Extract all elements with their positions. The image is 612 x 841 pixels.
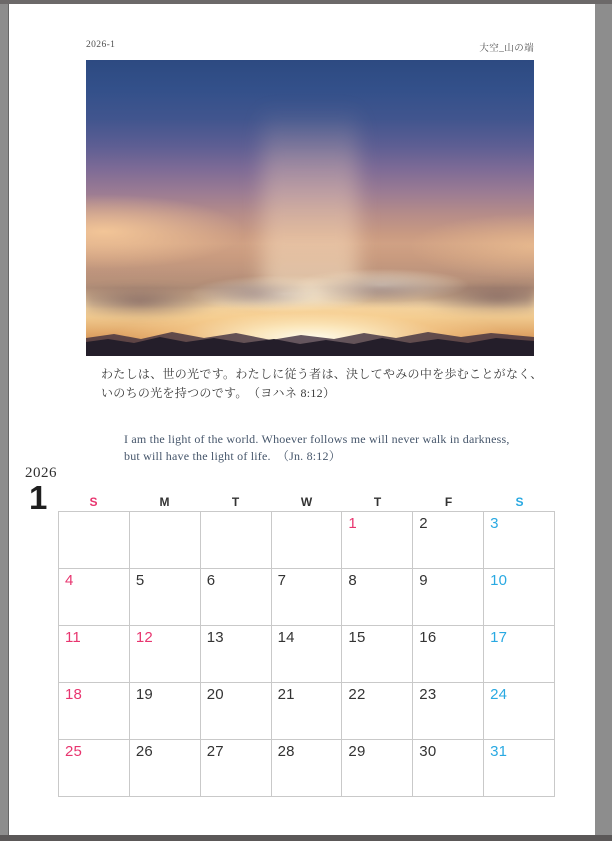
empty-cell-0-1 [130, 512, 201, 569]
photo-title-label: 大空_山の端 [479, 44, 534, 54]
date-number: 9 [419, 572, 428, 589]
date-cell-31 [484, 740, 555, 797]
date-cell-4 [59, 569, 130, 626]
date-number: 3 [490, 515, 499, 532]
date-cell-21 [272, 683, 343, 740]
date-cell-18 [59, 683, 130, 740]
date-cell-30 [413, 740, 484, 797]
date-cell-7 [272, 569, 343, 626]
sunset-sky-photo [86, 60, 534, 356]
date-number: 21 [277, 686, 295, 703]
dark-cloud-band [86, 260, 534, 330]
date-cell-15 [342, 626, 413, 683]
date-cell-13 [201, 626, 272, 683]
year-label: 2026 [25, 465, 57, 481]
date-cell-2 [413, 512, 484, 569]
verse-english [124, 431, 564, 465]
date-number: 2 [419, 515, 428, 532]
date-cell-10 [484, 569, 555, 626]
date-number: 19 [135, 686, 153, 703]
date-number: 10 [490, 572, 508, 589]
verse-english-line2: but will have the light of life. （Jn. 8:12） [124, 449, 341, 463]
date-cell-3 [484, 512, 555, 569]
day-header-4-T: T [373, 495, 382, 509]
date-cell-5 [130, 569, 201, 626]
day-header-5-F: F [444, 495, 453, 509]
date-cell-19 [130, 683, 201, 740]
date-number: 18 [65, 686, 83, 703]
calendar-grid [58, 511, 555, 797]
date-number: 28 [277, 743, 295, 760]
date-number: 16 [419, 629, 437, 646]
day-header-6-S: S [515, 495, 524, 509]
verse-english-line1: I am the light of the world. Whoever follows me will never walk in darkness, [124, 432, 510, 446]
day-header-row [58, 495, 555, 509]
photo-code-label: 2026-1 [86, 40, 116, 50]
date-number: 7 [277, 572, 287, 589]
date-cell-17 [484, 626, 555, 683]
date-number: 27 [206, 743, 224, 760]
date-number: 29 [348, 743, 366, 760]
date-cell-8 [342, 569, 413, 626]
empty-cell-0-2 [201, 512, 272, 569]
date-number: 30 [419, 743, 437, 760]
date-number: 31 [490, 743, 508, 760]
page-bottom-edge [0, 835, 612, 841]
date-cell-25 [59, 740, 130, 797]
date-cell-20 [201, 683, 272, 740]
date-cell-29 [342, 740, 413, 797]
verse-japanese [101, 365, 563, 403]
day-header-0-S: S [89, 495, 98, 509]
date-number: 25 [65, 743, 83, 760]
date-number: 23 [419, 686, 437, 703]
date-cell-28 [272, 740, 343, 797]
date-cell-27 [201, 740, 272, 797]
date-cell-1 [342, 512, 413, 569]
day-header-3-W: W [300, 495, 313, 509]
date-number: 14 [277, 629, 295, 646]
date-number: 22 [348, 686, 366, 703]
date-cell-24 [484, 683, 555, 740]
verse-japanese-line2: いのちの光を持つのです。 （ヨハネ 8:12） [101, 386, 336, 400]
date-cell-6 [201, 569, 272, 626]
date-cell-22 [342, 683, 413, 740]
date-cell-23 [413, 683, 484, 740]
date-number: 6 [206, 572, 216, 589]
date-number: 4 [65, 572, 74, 589]
date-cell-14 [272, 626, 343, 683]
day-header-2-T: T [231, 495, 240, 509]
empty-cell-0-3 [272, 512, 343, 569]
page-top-edge [0, 0, 612, 4]
date-cell-11 [59, 626, 130, 683]
date-number: 13 [206, 629, 224, 646]
date-number: 17 [490, 629, 508, 646]
photo-caption-row [86, 40, 534, 54]
calendar-sheet [8, 4, 595, 835]
date-number: 26 [135, 743, 153, 760]
day-header-1-M: M [159, 495, 170, 509]
date-number: 15 [348, 629, 366, 646]
empty-cell-0-0 [59, 512, 130, 569]
verse-japanese-line1: わたしは、世の光です。わたしに従う者は、決してやみの中を歩むことがなく、 [101, 367, 543, 381]
date-number: 20 [206, 686, 224, 703]
date-cell-12 [130, 626, 201, 683]
date-number: 12 [135, 629, 153, 646]
date-cell-9 [413, 569, 484, 626]
date-number: 8 [348, 572, 357, 589]
date-number: 11 [65, 629, 81, 646]
date-number: 24 [490, 686, 508, 703]
date-number: 1 [348, 515, 357, 532]
date-cell-26 [130, 740, 201, 797]
month-number: 1 [29, 479, 48, 516]
date-number: 5 [135, 572, 145, 589]
date-cell-16 [413, 626, 484, 683]
mountain-silhouette [86, 322, 534, 356]
